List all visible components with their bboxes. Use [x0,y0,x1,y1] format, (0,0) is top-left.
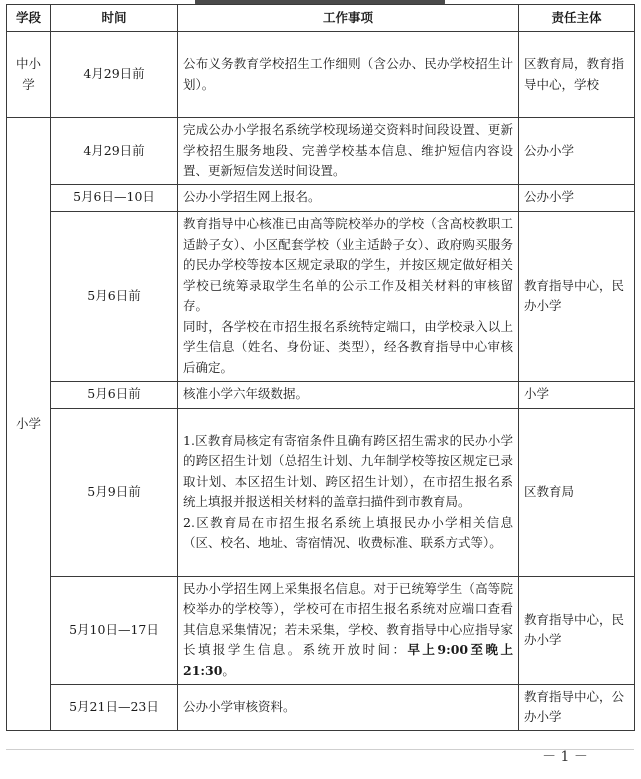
task-paragraph: 1.区教育局核定有寄宿条件且确有跨区招生需求的民办小学的跨区招生计划（总招生计划、九年制学校等按区规定已录取计划、本区招生计划、跨区招生计划），在市招生报名系统上填报并报送相关材料的盖章扫描件到市教育局。 [183,432,513,509]
owner-cell: 教育指导中心，民办小学 [519,576,635,684]
header-time: 时间 [51,5,178,32]
table-row [7,32,635,118]
task-cell [178,184,519,211]
open-hours-text: 早上9:00至晚上21:30 [183,642,513,678]
owner-cell: 公办小学 [519,184,635,211]
time-cell: 5月6日前 [51,381,178,408]
time-cell: 5月6日—10日 [51,184,178,211]
time-cell: 5月6日前 [51,211,178,381]
task-cell [178,381,519,408]
task-paragraph: 2.区教育局在市招生报名系统上填报民办小学相关信息（区、校名、地址、寄宿情况、收费标准、联系方式等）。 [183,514,513,550]
enrollment-schedule-table [6,4,635,731]
stage-cell-primary: 小学 [7,118,51,731]
header-stage: 学段 [7,5,51,32]
task-text: 民办小学招生网上采集报名信息。对于已统筹学生（高等院校举办的学校等），学校可在市招生报名系统对应端口查看其信息采集情况；若未采集，学校、教育指导中心应指导家长填报学生信息。系统开放时间： [183,580,513,658]
header-task: 工作事项 [178,5,519,32]
owner-cell: 小学 [519,381,635,408]
task-cell [178,684,519,730]
task-paragraph: 公办小学审核资料。 [183,698,296,714]
task-paragraph: 同时，各学校在市招生报名系统特定端口，由学校录入以上学生信息（姓名、身份证、类型），经各教育指导中心审核后确定。 [183,318,513,375]
task-cell [178,408,519,576]
owner-cell: 教育指导中心，公办小学 [519,684,635,730]
page-number: － 1 － [542,749,588,765]
table-header-row [7,5,635,32]
owner-cell: 公办小学 [519,118,635,185]
task-cell [178,211,519,381]
table-row [7,684,635,730]
task-text-end: 。 [222,662,235,678]
table-row [7,381,635,408]
task-paragraph: 完成公办小学报名系统学校现场递交资料时间段设置、更新学校招生服务地段、完善学校基本信息、维护短信内容设置、更新短信发送时间设置。 [183,122,513,178]
table-row [7,408,635,576]
task-paragraph: 核准小学六年级数据。 [183,386,309,402]
task-paragraph: 公布义务教育学校招生工作细则（含公办、民办学校招生计划）。 [183,56,513,92]
time-cell: 4月29日前 [51,118,178,185]
table-row [7,118,635,185]
task-cell [178,32,519,118]
task-cell [178,118,519,185]
time-cell: 5月10日—17日 [51,576,178,684]
stage-cell-middle-primary: 中小学 [7,32,51,118]
table-row [7,211,635,381]
time-cell: 5月21日—23日 [51,684,178,730]
owner-cell: 教育指导中心，民办小学 [519,211,635,381]
task-paragraph: 公办小学招生网上报名。 [183,189,321,205]
task-paragraph: 教育指导中心核准已由高等院校举办的学校（含高校教职工适龄子女）、小区配套学校（业主适龄子女）、政府购买服务的民办学校等按本区规定录取的学生，并按区规定做好相关学校已统筹录取学生名单的公示工作及相关材料的审核留存。 [183,216,513,313]
time-cell: 5月9日前 [51,408,178,576]
header-owner: 责任主体 [519,5,635,32]
task-cell [178,576,519,684]
owner-cell: 区教育局 [519,408,635,576]
owner-cell: 区教育局，教育指导中心，学校 [519,32,635,118]
table-row [7,184,635,211]
time-cell: 4月29日前 [51,32,178,118]
table-row [7,576,635,684]
